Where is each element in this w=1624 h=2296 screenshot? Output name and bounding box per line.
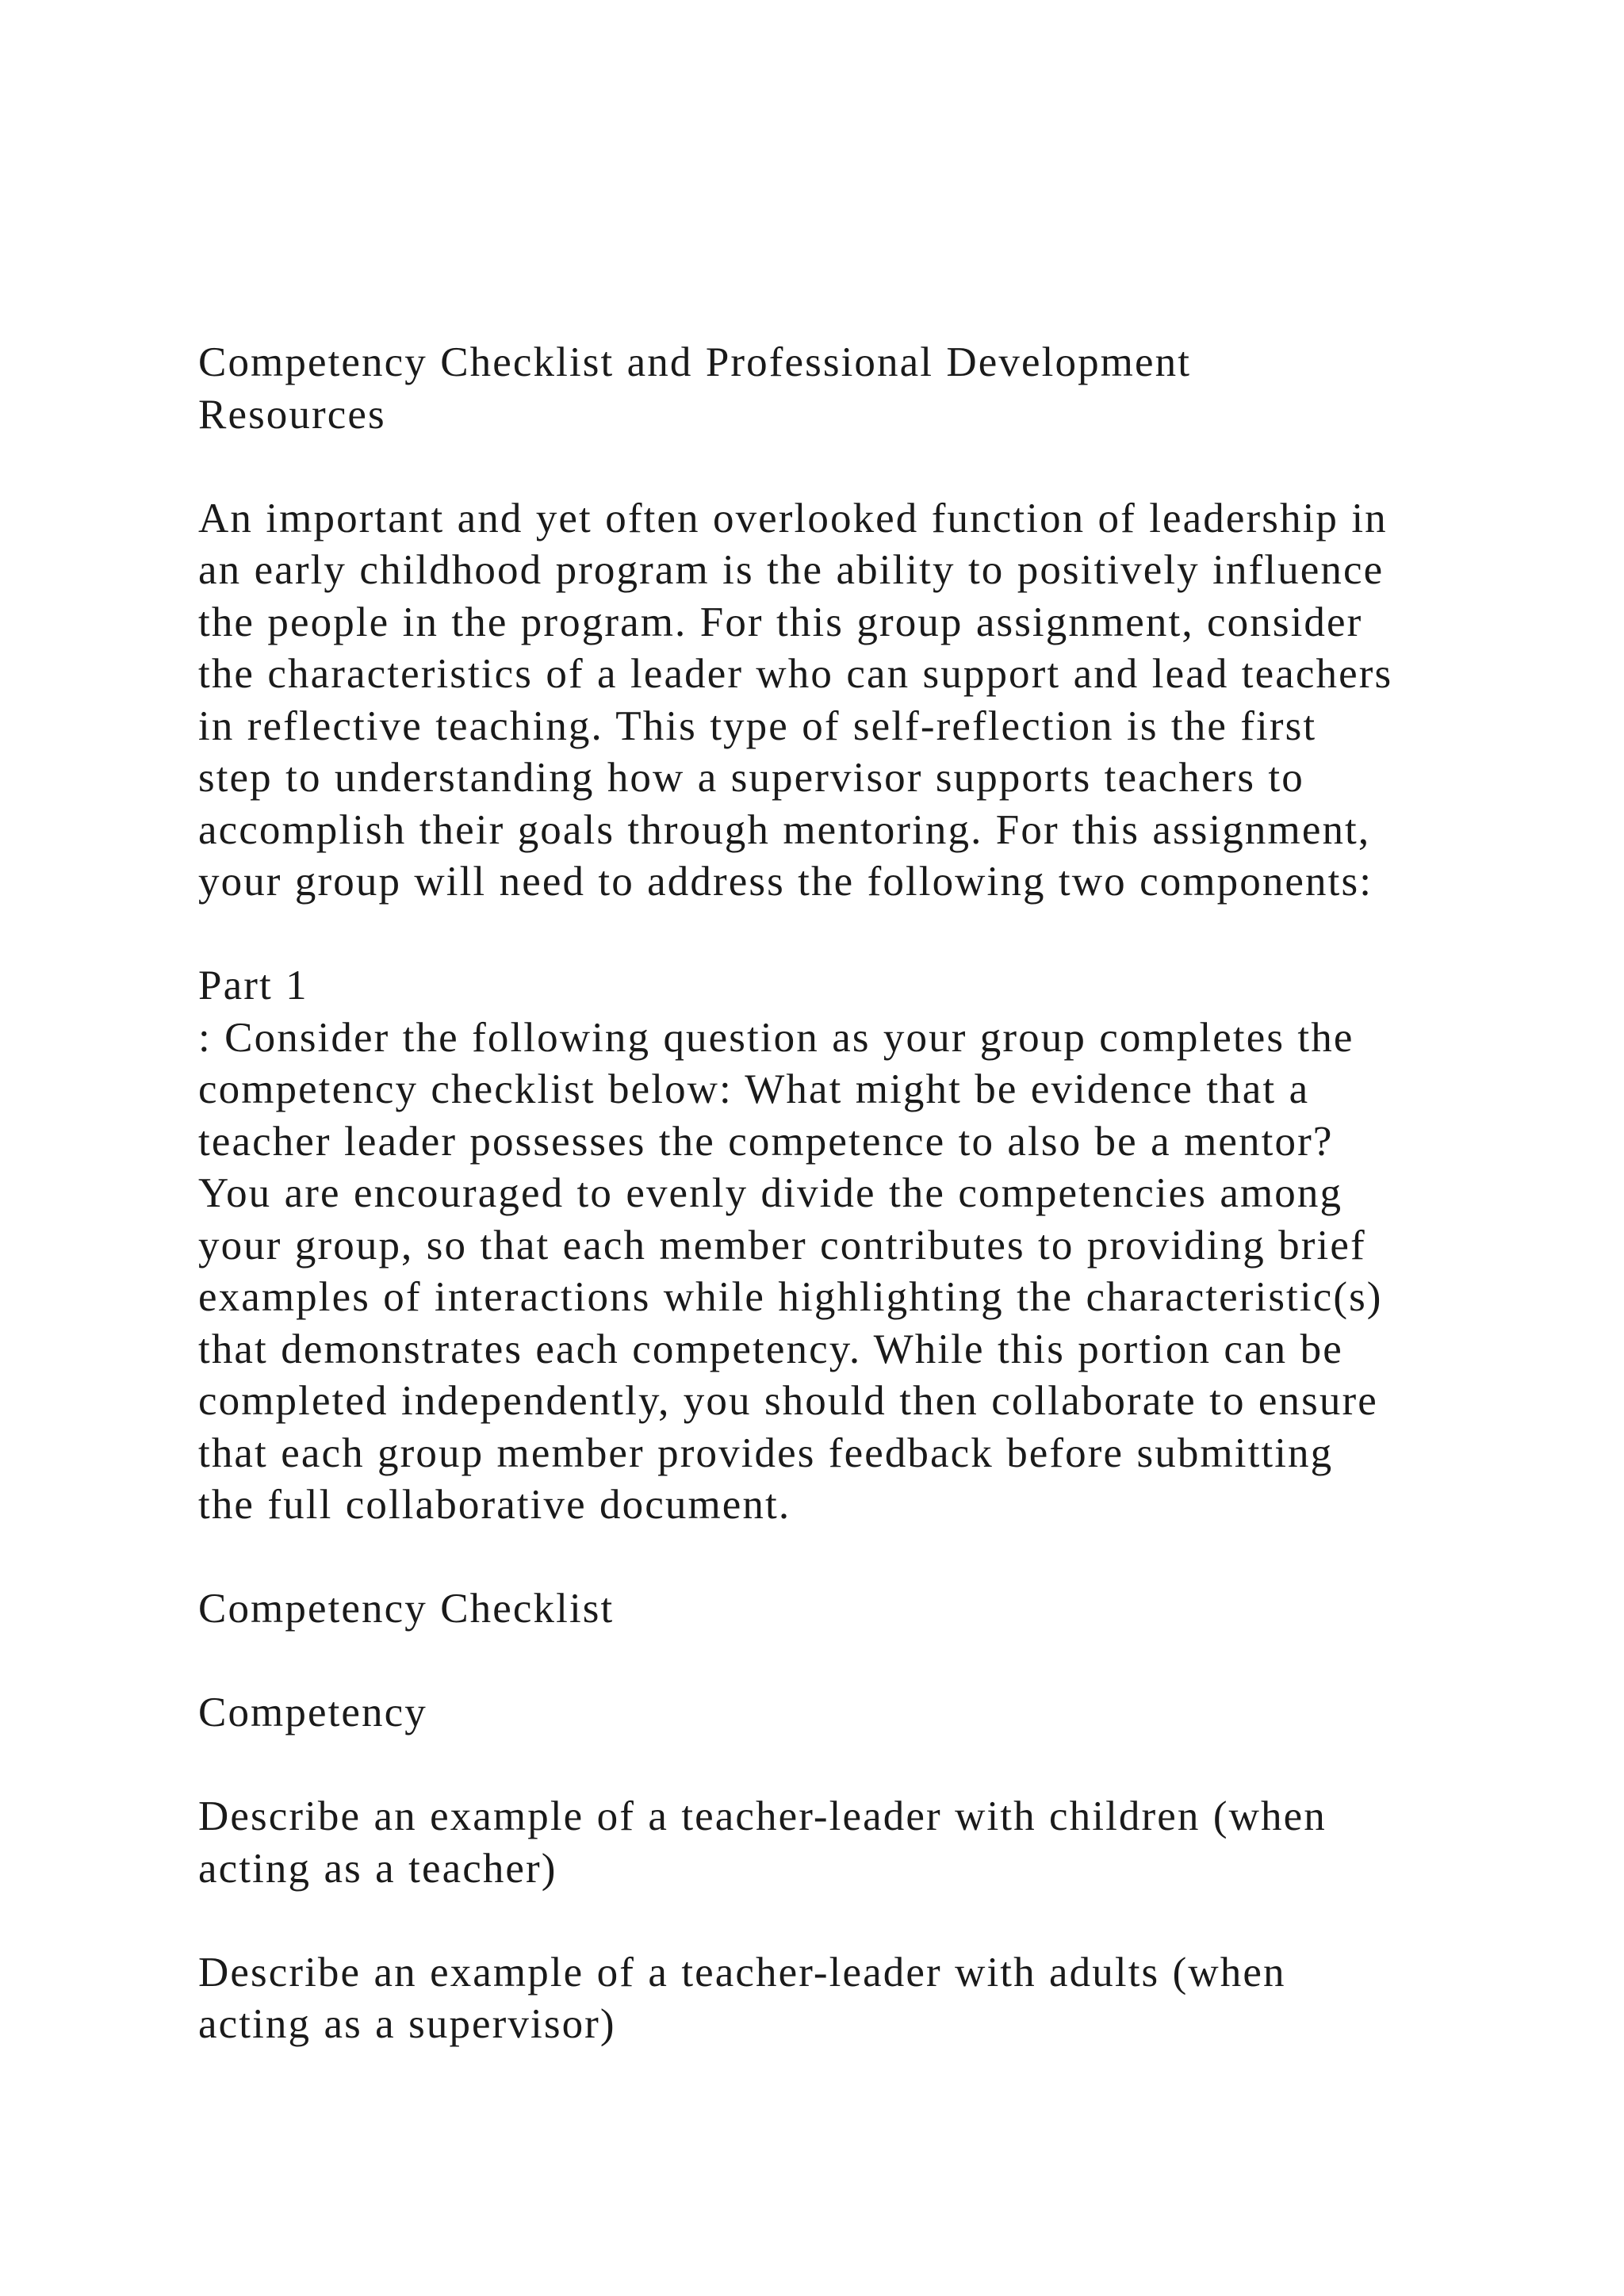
part1-line: that each group member provides feedback before submitting — [198, 1429, 1334, 1476]
part1-line: competency checklist below: What might be evidence that a — [198, 1066, 1310, 1112]
intro-line: an early childhood program is the ability to positively influence — [198, 547, 1385, 593]
part1-line: your group, so that each member contributes to providing brief — [198, 1222, 1366, 1269]
intro-line: step to understanding how a supervisor supports teachers to — [198, 755, 1304, 801]
column-adults-line: Describe an example of a teacher-leader with adults (when — [198, 1949, 1286, 1996]
intro-paragraph — [198, 493, 1467, 909]
checklist-heading-block — [198, 1583, 1467, 1636]
document-body — [198, 337, 1467, 2051]
part1-line: that demonstrates each competency. While this portion can be — [198, 1326, 1343, 1372]
title-line: Resources — [198, 391, 386, 438]
intro-line: your group will need to address the following two components: — [198, 859, 1373, 905]
part1-line: You are encouraged to evenly divide the competencies among — [198, 1170, 1343, 1216]
intro-line: An important and yet often overlooked function of leadership in — [198, 495, 1388, 541]
intro-line: the characteristics of a leader who can support and lead teachers — [198, 651, 1393, 697]
document-title — [198, 337, 1467, 441]
part1-line: the full collaborative document. — [198, 1482, 791, 1528]
column-adults-line: acting as a supervisor) — [198, 2001, 616, 2047]
paragraph-gap — [198, 1895, 1467, 1947]
paragraph-gap — [198, 909, 1467, 961]
part1-line: completed independently, you should then collaborate to ensure — [198, 1378, 1378, 1424]
column-competency-label: Competency — [198, 1689, 427, 1735]
part1-line: examples of interactions while highlighting the characteristic(s) — [198, 1274, 1383, 1320]
part1-line: : Consider the following question as your group completes the — [198, 1014, 1354, 1061]
part1-section — [198, 960, 1467, 1532]
intro-line: in reflective teaching. This type of self-reflection is the first — [198, 702, 1317, 749]
title-line: Competency Checklist and Professional Development — [198, 339, 1192, 385]
paragraph-gap — [198, 1739, 1467, 1792]
column-competency-block — [198, 1687, 1467, 1739]
column-children-line: Describe an example of a teacher-leader with children (when — [198, 1793, 1327, 1839]
column-adults-block — [198, 1947, 1467, 2051]
paragraph-gap — [198, 1636, 1467, 1688]
part1-line: teacher leader possesses the competence to also be a mentor? — [198, 1118, 1334, 1165]
paragraph-gap — [198, 1532, 1467, 1584]
column-children-line: acting as a teacher) — [198, 1845, 557, 1892]
checklist-heading: Competency Checklist — [198, 1586, 615, 1632]
paragraph-gap — [198, 441, 1467, 493]
column-children-block — [198, 1791, 1467, 1895]
intro-line: the people in the program. For this group assignment, consider — [198, 599, 1363, 645]
part1-heading: Part 1 — [198, 962, 308, 1008]
intro-line: accomplish their goals through mentoring. For this assignment, — [198, 806, 1371, 853]
